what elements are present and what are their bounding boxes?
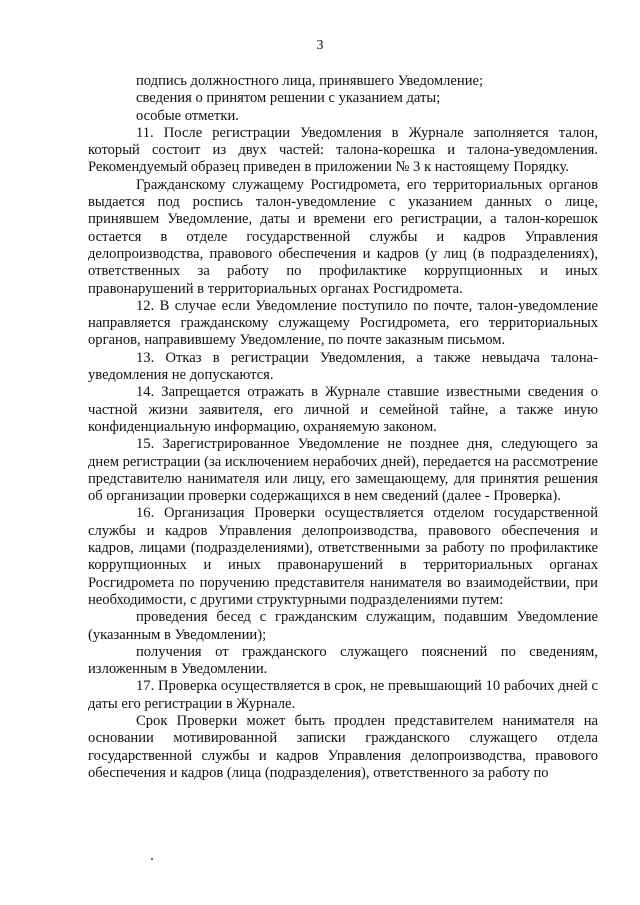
document-body [88, 73, 598, 782]
paragraph-extension: Срок Проверки может быть продлен представителем нанимателя на основании мотивированной записки гражданского служащего отдела государственной службы и кадров Управления делопроизводства, правового обеспечения и кадров (лица (подразделения), ответственного за работу по [88, 712, 598, 781]
paragraph-section-14: 14. Запрещается отражать в Журнале ставшие известными сведения о частной жизни заявителя, его личной и семейной тайне, а также иную конфиденциальную информацию, охраняемую законом. [88, 384, 598, 435]
page-number: 3 [316, 38, 324, 53]
scan-speck [151, 858, 153, 860]
paragraph-section-11: 11. После регистрации Уведомления в Журнале заполняется талон, который состоит из двух частей: талона-корешка и талона-уведомления. Рекомендуемый образец приведен в приложении № 3 к настоящему Порядку. [88, 124, 598, 176]
paragraph-section-15: 15. Зарегистрированное Уведомление не позднее дня, следующего за днем регистрации (за исключением нерабочих дней), передается на рассмотрение представителю нанимателя или лицу, его замещающему, для принятия решения об организации проверки содержащихся в нем сведений (далее - Проверка). [88, 436, 598, 505]
paragraph-list-item: сведения о принятом решении с указанием даты; [136, 90, 441, 107]
paragraph-list-item: получения от гражданского служащего пояснений по сведениям, изложенным в Уведомлении. [88, 643, 598, 678]
paragraph-section-12: 12. В случае если Уведомление поступило по почте, талон-уведомление направляется гражданскому служащему Росгидромета, его территориальных органов, направившему Уведомление, по почте заказным письмом. [88, 297, 598, 349]
paragraph-list-item: особые отметки. [136, 107, 239, 124]
paragraph-section-13: 13. Отказ в регистрации Уведомления, а также невыдача талона-уведомления не допускаются. [88, 349, 598, 384]
paragraph-talon-issue: Гражданскому служащему Росгидромета, его территориальных органов выдается под роспись талон-уведомление с указанием данных о лице, принявшем Уведомление, даты и времени его регистрации, а талон-корешок остается в отделе государственной службы и кадров Управления делопроизводства, правового обеспечения и кадров (у лиц (в подразделениях), ответственных за работу по профилактике коррупционных и иных правонарушений в территориальных органах Росгидромета. [88, 176, 598, 297]
paragraph-section-17: 17. Проверка осуществляется в срок, не превышающий 10 рабочих дней с даты его регистрации в Журнале. [88, 678, 598, 712]
paragraph-list-item: проведения бесед с гражданским служащим, подавшим Уведомление (указанным в Уведомлении); [88, 609, 598, 643]
paragraph-list-item: подпись должностного лица, принявшего Уведомление; [136, 73, 484, 89]
paragraph-section-16: 16. Организация Проверки осуществляется отделом государственной службы и кадров Управления делопроизводства, правового обеспечения и кадров, лицами (подразделениями), ответственными за работу по профилактике коррупционных и иных правонарушений в территориальных органах Росгидромета по поручению представителя нанимателя во взаимодействии, при необходимости, с другими структурными подразделениями путем: [88, 505, 598, 608]
